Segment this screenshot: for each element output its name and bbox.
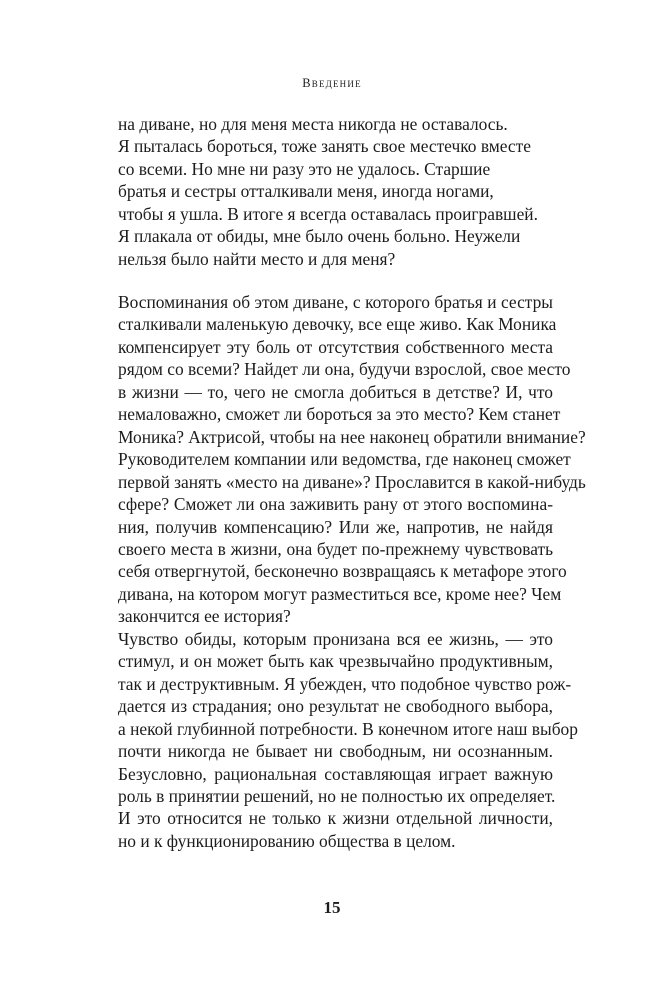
page-number: 15 bbox=[323, 898, 341, 917]
paragraph-line: первой занять «место на диване»? Прославится в какой-нибудь bbox=[118, 471, 586, 492]
paragraph-line: сфере? Сможет ли она заживить рану от этого воспомина- bbox=[118, 494, 553, 515]
paragraph-line: Руководителем компании или ведомства, где наконец сможет bbox=[118, 449, 571, 470]
paragraph-line: стимул, и он может быть как чрезвычайно продуктивным, bbox=[118, 651, 553, 672]
paragraph-line: роль в принятии решений, но не полностью их определяет. bbox=[118, 785, 556, 806]
paragraph-1 bbox=[118, 291, 586, 628]
paragraph-line: своего места в жизни, она будет по-прежнему чувствовать bbox=[118, 538, 553, 559]
paragraph-line: компенсирует эту боль от отсутствия собственного места bbox=[118, 336, 553, 357]
paragraph-line: в жизни — то, чего не смогла добиться в детстве? И, что bbox=[118, 381, 553, 402]
quote-block bbox=[118, 113, 553, 270]
running-title: Введение bbox=[302, 76, 362, 90]
quote-line: на диване, но для меня места никогда не оставалось. bbox=[118, 114, 508, 134]
paragraph-line: так и деструктивным. Я убежден, что подобное чувство рож- bbox=[118, 673, 572, 694]
paragraph-line: но и к функционированию общества в целом. bbox=[118, 830, 456, 851]
paragraph-line: рядом со всеми? Найдет ли она, будучи взрослой, свое место bbox=[118, 359, 571, 380]
paragraph-line: немаловажно, сможет ли бороться за это место? Кем станет bbox=[118, 404, 561, 425]
paragraph-line: И это относится не только к жизни отдельной личности, bbox=[118, 808, 553, 829]
paragraph-line: ния, получив компенсацию? Или же, напротив, не найдя bbox=[118, 516, 553, 537]
paragraph-line: закончится ее история? bbox=[118, 606, 291, 627]
quote-line: со всеми. Но мне ни разу это не удалось. Старшие bbox=[118, 158, 491, 179]
paragraph-line: Моника? Актрисой, чтобы на нее наконец обратили внимание? bbox=[118, 426, 586, 447]
quote-line: нельзя было найти место и для меня? bbox=[118, 248, 396, 269]
paragraph-line: Воспоминания об этом диване, с которого братья и сестры bbox=[118, 292, 553, 312]
quote-line: братья и сестры отталкивали меня, иногда ногами, bbox=[118, 181, 494, 202]
paragraph-line: а некой глубинной потребности. В конечном итоге наш выбор bbox=[118, 718, 578, 739]
body-text bbox=[118, 291, 586, 852]
paragraph-line: себя отвергнутой, бесконечно возвращаясь к метафоре этого bbox=[118, 561, 567, 582]
paragraph-line: Чувство обиды, которым пронизана вся ее жизнь, — это bbox=[118, 628, 553, 649]
quote-line: Я пыталась бороться, тоже занять свое местечко вместе bbox=[118, 136, 531, 157]
quote-line: чтобы я ушла. В итоге я всегда оставалась проигравшей. bbox=[118, 203, 538, 224]
quote-line: Я плакала от обиды, мне было очень больно. Неужели bbox=[118, 226, 521, 247]
paragraph-line: Безусловно, рациональная составляющая играет важную bbox=[118, 763, 553, 784]
paragraph-line: дается из страдания; оно результат не свободного выбора, bbox=[118, 696, 553, 717]
paragraph-2 bbox=[118, 628, 578, 853]
paragraph-line: почти никогда не бывает ни свободным, ни осознанным. bbox=[118, 741, 553, 762]
paragraph-line: сталкивали маленькую девочку, все еще живо. Как Моника bbox=[118, 314, 557, 335]
paragraph-line: дивана, на котором могут разместиться все, кроме нее? Чем bbox=[118, 583, 562, 604]
